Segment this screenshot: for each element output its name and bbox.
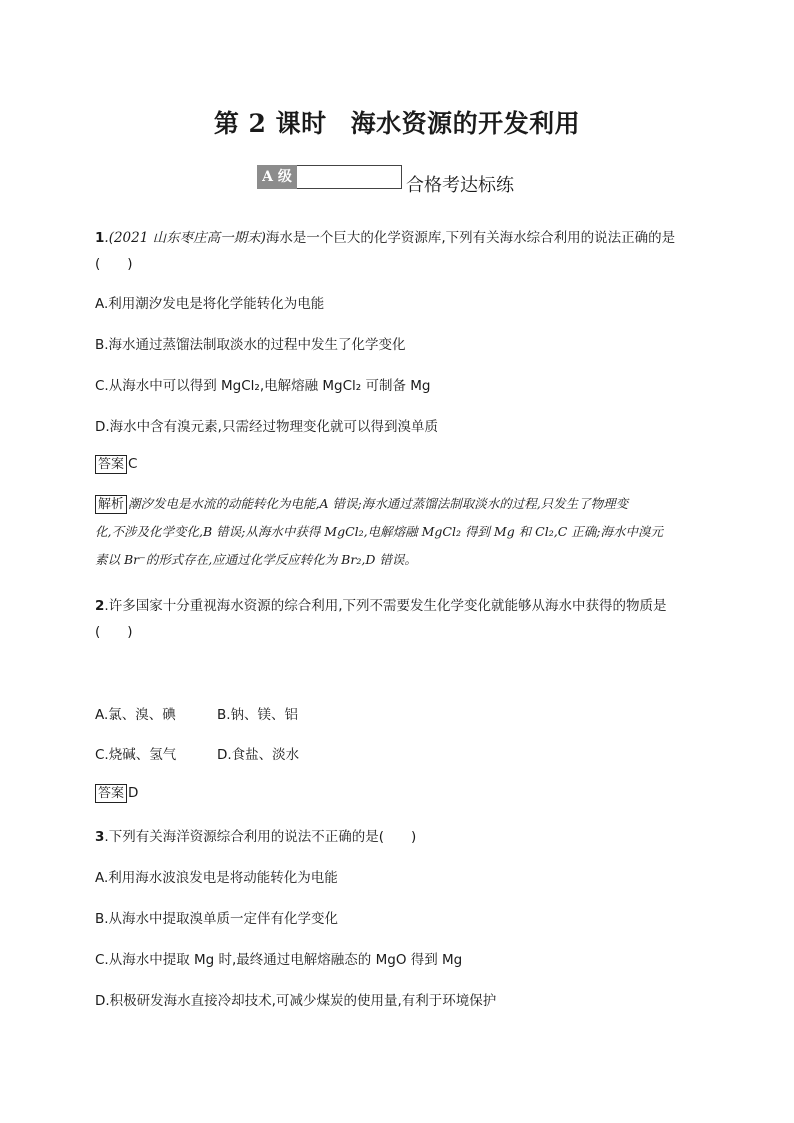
q3-option-c: C.从海水中提取 Mg 时,最终通过电解熔融态的 MgO 得到 Mg bbox=[95, 952, 463, 968]
q2-number: 2 bbox=[95, 598, 105, 614]
answer-tag: 答案 bbox=[95, 784, 127, 803]
lesson-number: 第 2 课时 bbox=[213, 109, 327, 138]
q1-answer-value: C bbox=[128, 456, 138, 472]
q1-option-b: B.海水通过蒸馏法制取淡水的过程中发生了化学变化 bbox=[95, 337, 406, 353]
q2-option-c: C.烧碱、氢气 bbox=[95, 747, 177, 763]
q2-text: .许多国家十分重视海水资源的综合利用,下列不需要发生化学变化就能够从海水中获得的物质是 bbox=[104, 598, 667, 614]
q2-option-b: B.钠、镁、铝 bbox=[217, 707, 299, 723]
q3-stem bbox=[95, 825, 416, 845]
q1-analysis-line-3: 素以 Br⁻的形式存在,应通过化学反应转化为 Br₂,D 错误。 bbox=[95, 552, 417, 567]
q3-number: 3 bbox=[95, 829, 105, 845]
q2-option-d: D.食盐、淡水 bbox=[217, 747, 300, 763]
q1-answer bbox=[95, 455, 137, 474]
answer-tag: 答案 bbox=[95, 455, 127, 474]
q1-analysis-line-1: 解析 潮汐发电是水流的动能转化为电能,A 错误;海水通过蒸馏法制取淡水的过程,只发生了物理变 bbox=[95, 490, 705, 518]
q2-blank: ( ) bbox=[95, 624, 133, 640]
q3-text: .下列有关海洋资源综合利用的说法不正确的是( ) bbox=[104, 829, 417, 845]
q2-stem bbox=[95, 594, 667, 614]
q1-option-d: D.海水中含有溴元素,只需经过物理变化就可以得到溴单质 bbox=[95, 419, 438, 435]
page-title bbox=[0, 104, 794, 140]
q1-source: .(2021 山东枣庄高一期末) bbox=[104, 230, 266, 246]
q3-option-a: A.利用海水波浪发电是将动能转化为电能 bbox=[95, 870, 338, 886]
q2-options-row-1 bbox=[95, 703, 298, 723]
lesson-topic: 海水资源的开发利用 bbox=[350, 109, 581, 138]
q2-options-row-2 bbox=[95, 743, 299, 763]
q1-stem bbox=[95, 226, 675, 246]
q2-answer-value: D bbox=[128, 785, 139, 801]
q1-text: 海水是一个巨大的化学资源库,下列有关海水综合利用的说法正确的是 bbox=[265, 230, 676, 246]
q3-option-b: B.从海水中提取溴单质一定伴有化学变化 bbox=[95, 911, 339, 927]
q1-number: 1 bbox=[95, 230, 105, 246]
level-badge: A 级 bbox=[257, 165, 297, 189]
q2-answer bbox=[95, 784, 138, 803]
q1-option-c: C.从海水中可以得到 MgCl₂,电解熔融 MgCl₂ 可制备 Mg bbox=[95, 378, 431, 394]
q3-option-d: D.积极研发海水直接冷却技术,可减少煤炭的使用量,有利于环境保护 bbox=[95, 993, 497, 1009]
q1-option-a: A.利用潮汐发电是将化学能转化为电能 bbox=[95, 296, 325, 312]
q1-blank: ( ) bbox=[95, 256, 133, 272]
level-label: 合格考达标练 bbox=[406, 175, 514, 196]
q1-analysis bbox=[95, 490, 705, 574]
level-score-box bbox=[297, 165, 402, 189]
analysis-tag: 解析 bbox=[95, 495, 127, 514]
q2-option-a: A.氯、溴、碘 bbox=[95, 707, 176, 723]
q1-analysis-line-2: 化,不涉及化学变化,B 错误;从海水中获得 MgCl₂,电解熔融 MgCl₂ 得到 Mg 和 Cl₂,C 正确;海水中溴元 bbox=[95, 524, 663, 539]
